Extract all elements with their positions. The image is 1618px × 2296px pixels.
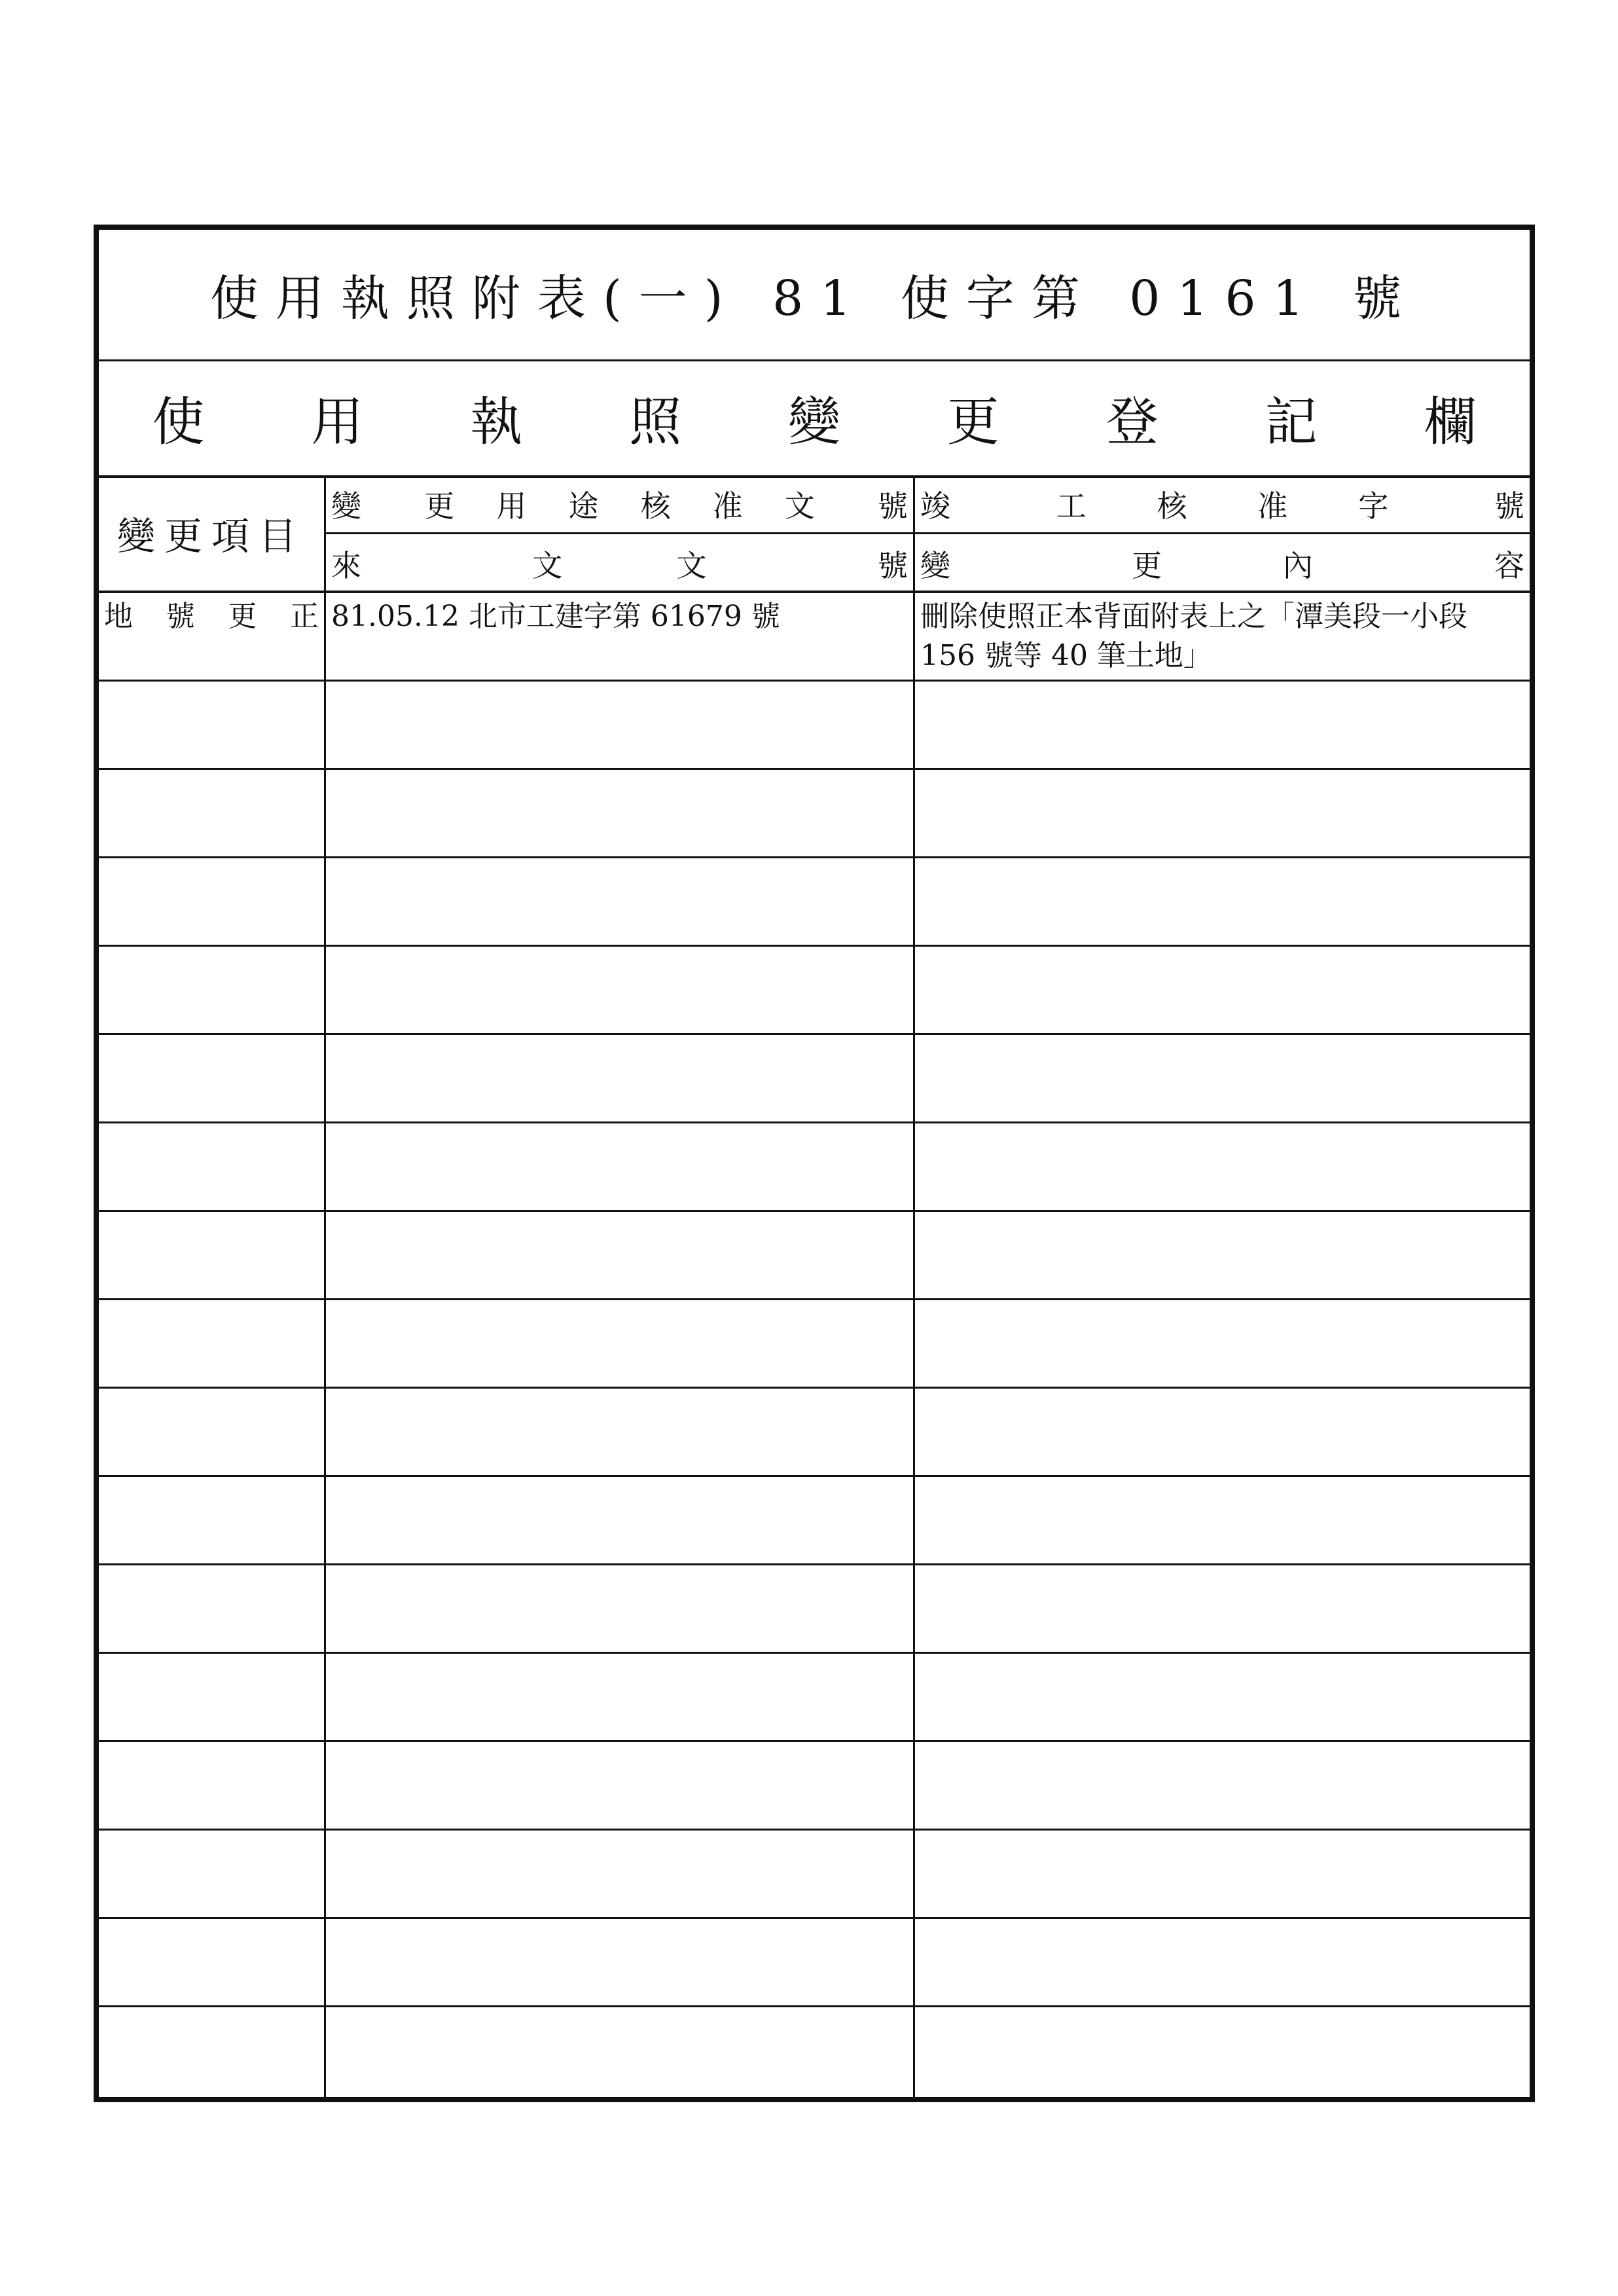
cell-change-item [99,1742,326,1829]
header-incoming-doc [326,534,913,593]
table-row [99,1389,1530,1477]
subtitle-char: 照 [629,392,682,452]
header-char: 號 [878,488,908,524]
subtitle-char: 執 [470,392,523,452]
table-row [99,1300,1530,1389]
header-char: 更 [1132,548,1162,583]
cell-change-content [915,858,1530,945]
header-char: 更 [424,488,455,524]
cell-change-item [99,770,326,856]
header-content [915,534,1530,593]
table-row [99,770,1530,858]
registration-table [94,225,1535,2102]
header-char: 來 [331,548,361,583]
cell-change-content [915,1300,1530,1387]
header-char: 號 [1494,488,1524,524]
table-body [99,593,1530,2097]
item-char: 正 [289,600,319,633]
header-char: 文 [532,548,563,583]
header-change-content [915,475,1530,593]
cell-change-content [915,1212,1530,1298]
cell-document-number [326,947,915,1033]
cell-document-number [326,1654,915,1740]
header-change-item: 變更項目 [99,475,326,593]
table-row [99,2007,1530,2097]
subtitle-char: 使 [152,392,205,452]
subtitle-char: 記 [1265,392,1318,452]
table-row [99,1742,1530,1831]
table-row [99,858,1530,947]
header-char: 文 [784,488,815,524]
cell-document-number [326,1035,915,1121]
cell-document-number [326,1477,915,1563]
cell-change-content: 刪除使照正本背面附表上之「潭美段一小段 156 號等 40 筆土地」 [920,600,1467,672]
cell-document-number [326,1831,915,1917]
table-row [99,1123,1530,1212]
cell-change-item [99,1389,326,1475]
subtitle-char: 變 [788,392,840,452]
table-row [99,1654,1530,1742]
cell-change-content [915,1654,1530,1740]
cell-change-content [915,1742,1530,1829]
cell-document-number [326,2007,915,2097]
header-char: 號 [878,548,908,583]
cell-document-number [326,1123,915,1210]
table-row [99,1565,1530,1654]
header-char: 准 [1257,488,1288,524]
header-completion-approval [915,475,1530,534]
header-char: 字 [1358,488,1389,524]
header-char: 文 [676,548,707,583]
cell-change-item [99,1300,326,1387]
cell-document-number [326,1565,915,1652]
cell-change-item [99,1212,326,1298]
header-char: 變 [331,488,361,524]
item-char: 更 [228,600,257,633]
header-char: 核 [1157,488,1187,524]
cell-document-number [326,1389,915,1475]
cell-document-number [326,1300,915,1387]
cell-change-item [99,1035,326,1121]
cell-change-item [99,1919,326,2005]
table-row [99,1212,1530,1300]
table-row [99,1477,1530,1565]
item-char: 地 [104,600,133,633]
item-char: 號 [166,600,195,633]
header-char: 准 [712,488,743,524]
header-char: 容 [1494,548,1524,583]
cell-change-content [915,1477,1530,1563]
header-char: 變 [920,548,950,583]
cell-change-content [915,1123,1530,1210]
header-char: 竣 [920,488,950,524]
table-row [99,593,1530,682]
table-row [99,682,1530,770]
cell-change-content [915,1919,1530,2005]
subtitle-char: 用 [311,392,364,452]
cell-change-item [99,2007,326,2097]
cell-change-item [99,947,326,1033]
cell-document-number [326,1212,915,1298]
cell-change-item [99,1654,326,1740]
page-title: 使用執照附表(一) 81 使字第 0161 號 [209,270,1419,327]
cell-change-content [915,1035,1530,1121]
cell-change-content [915,1565,1530,1652]
cell-change-item [99,593,326,680]
cell-document-number: 81.05.12 北市工建字第 61679 號 [326,593,915,680]
table-row [99,947,1530,1035]
cell-change-content [915,947,1530,1033]
cell-change-item [99,1831,326,1917]
header-char: 核 [640,488,671,524]
cell-change-content [915,770,1530,856]
header-char: 內 [1282,548,1313,583]
header-char: 途 [568,488,599,524]
cell-document-number [326,1919,915,2005]
header-document-number [326,475,915,593]
cell-document-number [326,858,915,945]
subtitle-char: 登 [1106,392,1159,452]
header-approval-doc [326,475,913,534]
cell-document-number [326,1742,915,1829]
table-row [99,1831,1530,1919]
header-char: 用 [496,488,527,524]
cell-change-item [99,1565,326,1652]
title-row [99,230,1530,361]
table-row [99,1919,1530,2007]
cell-document-number [326,682,915,768]
cell-change-content [915,682,1530,768]
cell-change-item [99,682,326,768]
cell-change-content [915,1389,1530,1475]
subtitle-char: 欄 [1424,392,1477,452]
cell-change-item [99,858,326,945]
cell-change-content [915,2007,1530,2097]
header-char: 工 [1056,488,1087,524]
subtitle-char: 更 [946,392,999,452]
cell-document-number [326,770,915,856]
table-row [99,1035,1530,1123]
subtitle-row [99,359,1530,478]
cell-change-item [99,1477,326,1563]
cell-change-content [915,1831,1530,1917]
cell-change-item [99,1123,326,1210]
